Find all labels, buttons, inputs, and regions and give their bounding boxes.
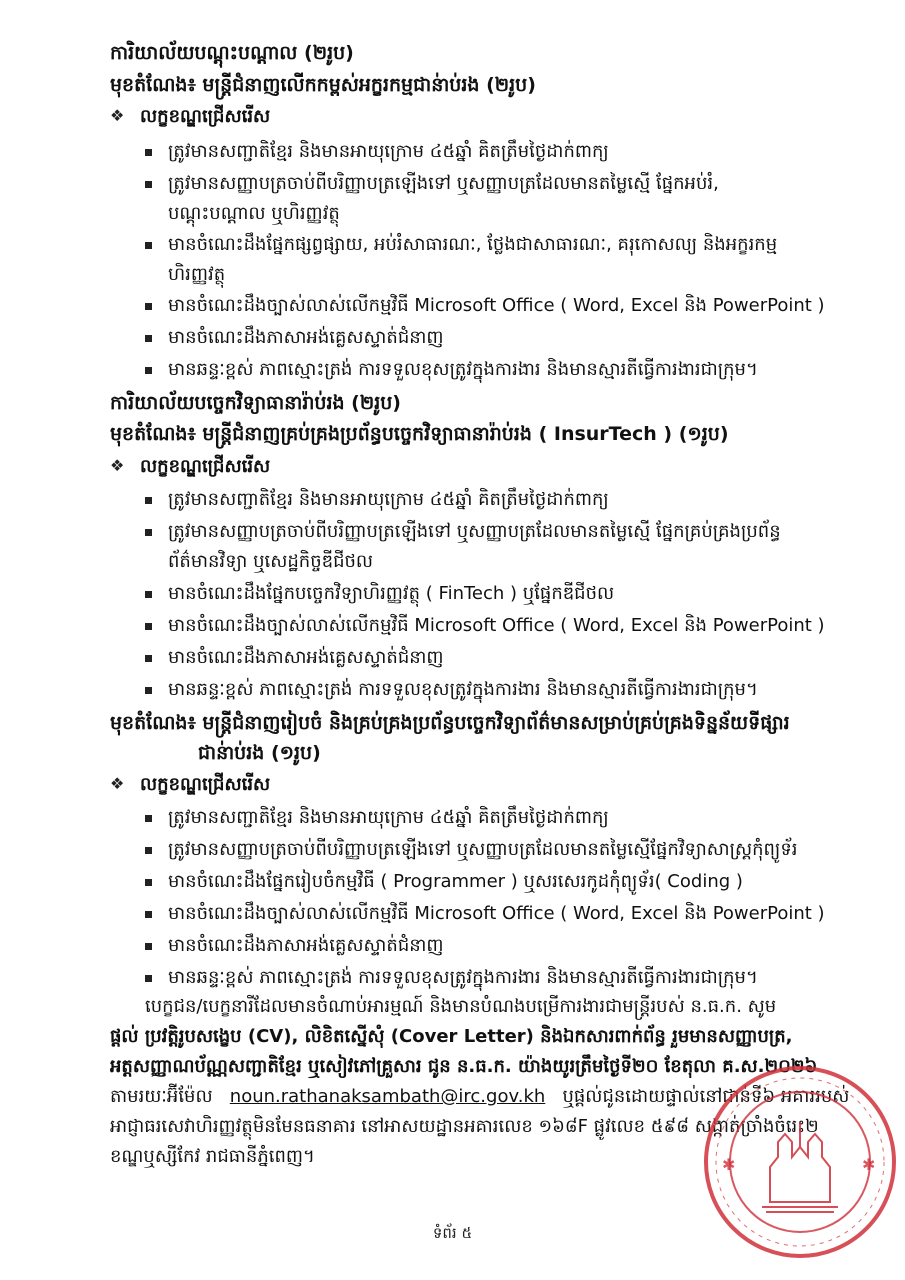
square-bullet-icon — [145, 529, 152, 536]
section-heading-insurtech: ការិយាល័យបច្ចេកវិទ្យាធានារ៉ាប់រង (២រូប) — [110, 392, 401, 414]
square-bullet-icon — [145, 497, 152, 504]
square-bullet-icon — [145, 911, 152, 918]
criteria-item: ត្រូវមានសញ្ជាតិខ្មែរ និងមានអាយុក្រោម ៤៥ឆ្នាំ គិតត្រឹមថ្ងៃដាក់ពាក្យ — [168, 141, 609, 162]
square-bullet-icon — [145, 181, 152, 188]
criteria-item: មានចំណេះដឹងផ្នែកបច្ចេកវិទ្យាហិរញ្ញវត្ថុ ( FinTech ) ឬផ្នែកឌីជីថល — [168, 583, 615, 604]
criteria-item: មានចំណេះដឹងច្បាស់លាស់លើកម្មវិធី Microsoft Office ( Word, Excel និង PowerPoint ) — [168, 903, 825, 924]
closing-email-prefix: តាមរយៈអ៊ីម៉ែល — [110, 1086, 213, 1107]
contact-email-link[interactable]: noun.rathanaksambath@irc.gov.kh — [229, 1086, 546, 1107]
square-bullet-icon — [145, 623, 152, 630]
criteria-item: មានចំណេះដឹងច្បាស់លាស់លើកម្មវិធី Microsoft Office ( Word, Excel និង PowerPoint ) — [168, 615, 825, 636]
square-bullet-icon — [145, 655, 152, 662]
closing-line: ខណ្ឌឬស្សីកែវ រាជធានីភ្នំពេញ។ — [110, 1146, 315, 1167]
position-title-insurtech: មុខតំណែង៖ មន្ត្រីជំនាញគ្រប់គ្រងប្រព័ន្ធបច្ចេកវិទ្យាធានារ៉ាប់រង ( InsurTech ) (១រូប) — [110, 423, 729, 445]
square-bullet-icon — [145, 242, 152, 249]
criteria-item: ត្រូវមានសញ្ជាតិខ្មែរ និងមានអាយុក្រោម ៤៥ឆ្នាំ គិតត្រឹមថ្ងៃដាក់ពាក្យ — [168, 489, 609, 510]
criteria-item: មានចំណេះដឹងភាសាអង់គ្លេសស្ទាត់ជំនាញ — [168, 327, 444, 348]
square-bullet-icon — [145, 335, 152, 342]
closing-line: អាជ្ញាធរសេវាហិរញ្ញវត្ថុមិនមែនធនាគារ នៅអាសយដ្ឋានអគារលេខ ១៦៨F ផ្លូវលេខ ៥៩៨ សង្កាត់ច្រាំងចំរេះ២ — [110, 1116, 819, 1137]
square-bullet-icon — [145, 367, 152, 374]
criteria-item: មានឆន្ទៈខ្ពស់ ភាពស្មោះត្រង់ ការទទួលខុសត្រូវក្នុងការងារ និងមានស្មារតីធ្វើការងារជាក្រុម។ — [168, 967, 758, 988]
criteria-item: ត្រូវមានសញ្ញាបត្រចាប់ពីបរិញ្ញាបត្រឡើងទៅ ឬសញ្ញាបត្រដែលមានតម្លៃស្មើ ផ្នែកអប់រំ, — [168, 173, 719, 194]
closing-line: បេក្ខជន/បេក្ខនារីដែលមានចំណាប់អារម្មណ៍ និងមានបំណងបម្រើការងារជាមន្ត្រីរបស់ ន.ធ.ក. សូម — [145, 996, 777, 1017]
criteria-label: លក្ខខណ្ឌជ្រើសរើស — [140, 106, 271, 127]
position-title-literacy: មុខតំណែង៖ មន្ត្រីជំនាញលើកកម្ពស់អក្ខរកម្មជាន់ាប់រង (២រូប) — [110, 74, 536, 96]
square-bullet-icon — [145, 591, 152, 598]
diamond-bullet-icon: ❖ — [110, 106, 125, 125]
criteria-item: មានចំណេះដឹងច្បាស់លាស់លើកម្មវិធី Microsoft Office ( Word, Excel និង PowerPoint ) — [168, 295, 825, 316]
criteria-item: មានចំណេះដឹងផ្នែករៀបចំកម្មវិធី ( Programmer ) ឬសរសេរកូដកុំព្យូទ័រ( Coding ) — [168, 871, 743, 892]
diamond-bullet-icon: ❖ — [110, 774, 125, 793]
criteria-item-continued: បណ្តុះបណ្តាល ឬហិរញ្ញវត្ថុ — [168, 203, 340, 224]
criteria-item: មានចំណេះដឹងភាសាអង់គ្លេសស្ទាត់ជំនាញ — [168, 647, 444, 668]
page-number: ទំព័រ ៥ — [432, 1224, 473, 1242]
criteria-label: លក្ខខណ្ឌជ្រើសរើស — [140, 456, 271, 477]
square-bullet-icon — [145, 975, 152, 982]
criteria-item: មានឆន្ទៈខ្ពស់ ភាពស្មោះត្រង់ ការទទួលខុសត្រូវក្នុងការងារ និងមានស្មារតីធ្វើការងារជាក្រុម។ — [168, 679, 758, 700]
square-bullet-icon — [145, 687, 152, 694]
diamond-bullet-icon: ❖ — [110, 456, 125, 475]
criteria-item: ត្រូវមានសញ្ជាតិខ្មែរ និងមានអាយុក្រោម ៤៥ឆ្នាំ គិតត្រឹមថ្ងៃដាក់ពាក្យ — [168, 807, 609, 828]
criteria-label: លក្ខខណ្ឌជ្រើសរើស — [140, 774, 271, 795]
criteria-item: មានឆន្ទៈខ្ពស់ ភាពស្មោះត្រង់ ការទទួលខុសត្រូវក្នុងការងារ និងមានស្មារតីធ្វើការងារជាក្រុម។ — [168, 359, 758, 380]
criteria-item-continued: ព័ត៌មានវិទ្យា ឬសេដ្ឋកិច្ចឌីជីថល — [168, 551, 374, 572]
criteria-item: មានចំណេះដឹងភាសាអង់គ្លេសស្ទាត់ជំនាញ — [168, 935, 444, 956]
criteria-item: ត្រូវមានសញ្ញាបត្រចាប់ពីបរិញ្ញាបត្រឡើងទៅ ឬសញ្ញាបត្រដែលមានតម្លៃស្មើផ្នែកវិទ្យាសាស្ត្រកុំព្យូទ័រ — [168, 839, 798, 860]
criteria-item: ត្រូវមានសញ្ញាបត្រចាប់ពីបរិញ្ញាបត្រឡើងទៅ ឬសញ្ញាបត្រដែលមានតម្លៃស្មើ ផ្នែកគ្រប់គ្រងប្រព័ន្ធ — [168, 521, 781, 542]
closing-line: ផ្តល់ ប្រវត្តិរូបសង្ខេប (CV), លិខិតស្នើសុំ (Cover Letter) និងឯកសារពាក់ព័ន្ធ រួមមានសញ្ញាបត្រ, — [110, 1026, 793, 1047]
square-bullet-icon — [145, 943, 152, 950]
square-bullet-icon — [145, 815, 152, 822]
criteria-item-continued: ហិរញ្ញវត្ថុ — [168, 264, 226, 285]
square-bullet-icon — [145, 847, 152, 854]
closing-email-suffix: ឬផ្តល់ជូនដោយផ្ទាល់នៅជាន់ទី៦ អគាររបស់ — [562, 1086, 850, 1107]
square-bullet-icon — [145, 149, 152, 156]
svg-text:✱: ✱ — [862, 1155, 876, 1174]
svg-text:✱: ✱ — [722, 1155, 736, 1174]
closing-line: អត្តសញ្ញាណប័ណ្ណសញ្ជាតិខ្មែរ ឬសៀវភៅគ្រួសារ ជូន ន.ធ.ក. យ៉ាងយូរត្រឹមថ្ងៃទី២០ ខែតុលា គ.ស.២០២៦ — [110, 1056, 818, 1077]
position-title-data-systems-continued: ជាន់ាប់រង (១រូប) — [198, 742, 321, 764]
position-title-data-systems: មុខតំណែង៖ មន្ត្រីជំនាញរៀបចំ និងគ្រប់គ្រងប្រព័ន្ធបច្ចេកវិទ្យាព័ត៌មានសម្រាប់គ្រប់គ្រងទិន្នន័យទីផ្សារ — [110, 712, 790, 734]
criteria-item: មានចំណេះដឹងផ្នែកផ្សព្វផ្សាយ, អប់រំសាធារណៈ, ថ្លែងជាសាធារណៈ, គរុកោសល្យ និងអក្ខរកម្ម — [168, 234, 778, 255]
square-bullet-icon — [145, 303, 152, 310]
section-heading-training: ការិយាល័យបណ្តុះបណ្តាល (២រូប) — [110, 42, 354, 64]
square-bullet-icon — [145, 879, 152, 886]
